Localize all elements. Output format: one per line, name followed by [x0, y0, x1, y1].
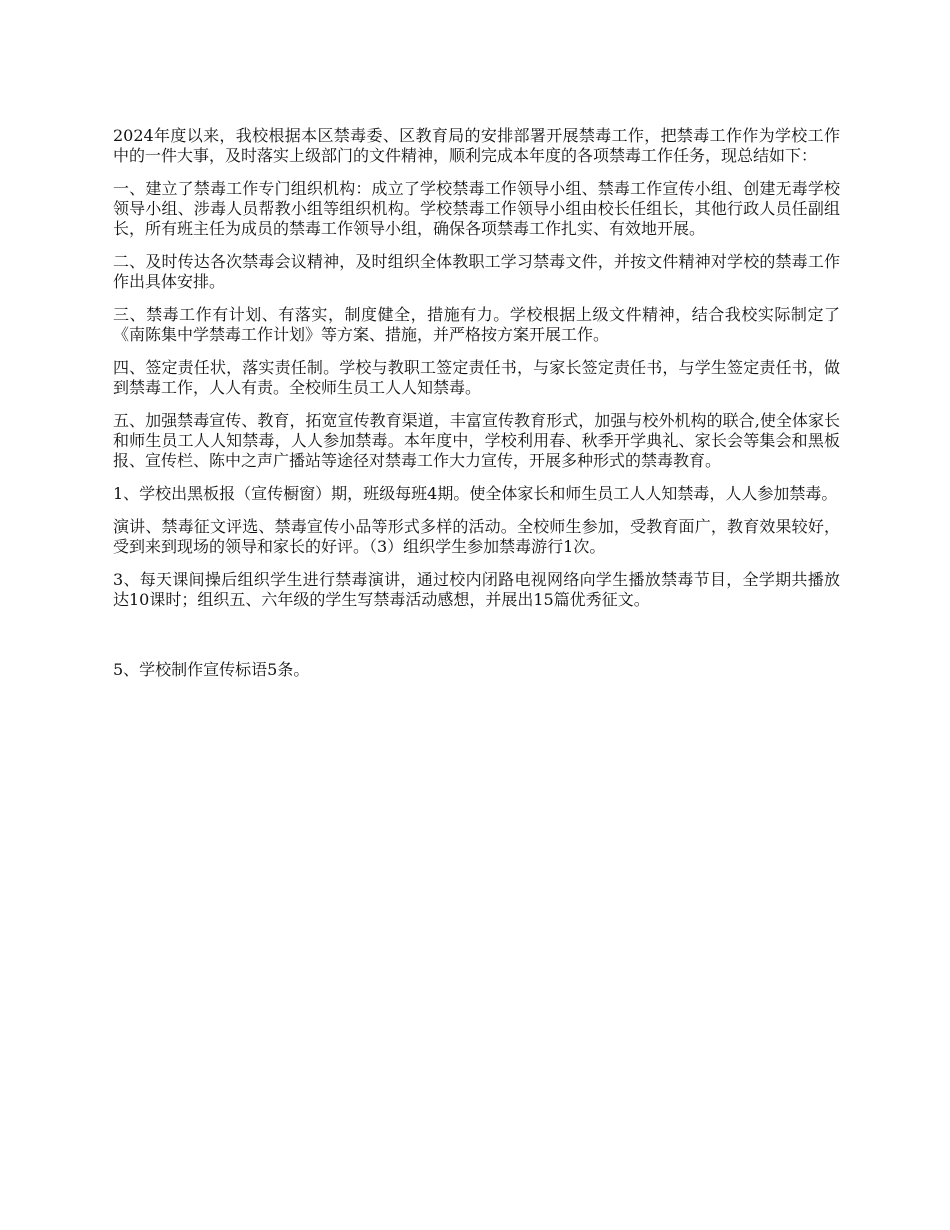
- paragraph-section-5: 五、加强禁毒宣传、教育，拓宽宣传教育渠道，丰富宣传教育形式，加强与校外机构的联合,使全体家长和师生员工人人知禁毒，人人参加禁毒。本年度中，学校利用春、秋季开学典礼、家长会等集会和黑板报、宣传栏、陈中之声广播站等途径对禁毒工作大力宣传，开展多种形式的禁毒教育。: [113, 411, 840, 470]
- paragraph-section-2: 二、及时传达各次禁毒会议精神，及时组织全体教职工学习禁毒文件，并按文件精神对学校的禁毒工作作出具体安排。: [113, 252, 840, 291]
- paragraph-item-1: 1、学校出黑板报（宣传橱窗）期，班级每班4期。使全体家长和师生员工人人知禁毒，人人参加禁毒。: [113, 484, 838, 503]
- document-body: [113, 126, 840, 693]
- paragraph-intro: 2024年度以来，我校根据本区禁毒委、区教育局的安排部署开展禁毒工作，把禁毒工作作为学校工作中的一件大事，及时落实上级部门的文件精神，顺利完成本年度的各项禁毒工作任务，现总结如下：: [113, 126, 840, 165]
- paragraph-item-5: 5、学校制作宣传标语5条。: [113, 660, 310, 679]
- paragraph-section-1: 一、建立了禁毒工作专门组织机构：成立了学校禁毒工作领导小组、禁毒工作宣传小组、创建无毒学校领导小组、涉毒人员帮教小组等组织机构。学校禁毒工作领导小组由校长任组长，其他行政人员任副组长，所有班主任为成员的禁毒工作领导小组，确保各项禁毒工作扎实、有效地开展。: [113, 179, 840, 238]
- paragraph-section-3: 三、禁毒工作有计划、有落实，制度健全，措施有力。学校根据上级文件精神，结合我校实际制定了《南陈集中学禁毒工作计划》等方案、措施，并严格按方案开展工作。: [113, 305, 840, 344]
- paragraph-section-4: 四、签定责任状，落实责任制。学校与教职工签定责任书，与家长签定责任书，与学生签定责任书，做到禁毒工作，人人有责。全校师生员工人人知禁毒。: [113, 358, 840, 397]
- paragraph-item-3: 3、每天课间操后组织学生进行禁毒演讲，通过校内闭路电视网络向学生播放禁毒节目，全学期共播放达10课时；组织五、六年级的学生写禁毒活动感想，并展出15篇优秀征文。: [113, 570, 840, 609]
- paragraph-item-2: 演讲、禁毒征文评选、禁毒宣传小品等形式多样的活动。全校师生参加，受教育面广，教育效果较好，受到来到现场的领导和家长的好评。（3）组织学生参加禁毒游行1次。: [113, 517, 840, 556]
